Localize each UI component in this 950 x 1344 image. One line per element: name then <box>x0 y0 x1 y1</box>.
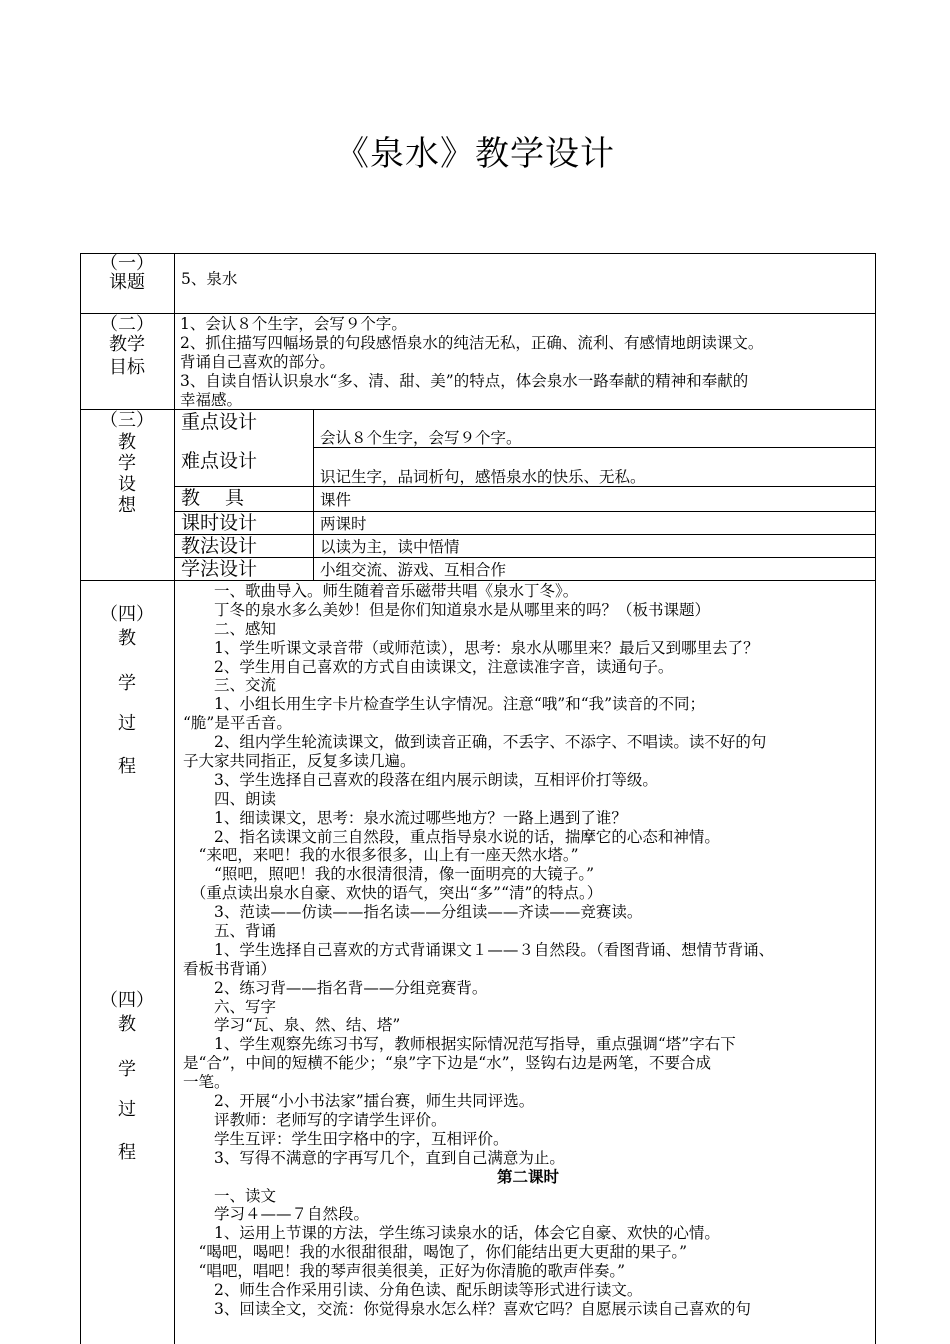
process-line: “脆”是平舌音。 <box>183 714 292 733</box>
process-line: “唱吧，唱吧！我的琴声很美很美，正好为你清脆的歌声伴奏。” <box>183 1262 626 1281</box>
process-line: 2、指名读课文前三自然段，重点指导泉水说的话，揣摩它的心态和神情。 <box>183 827 720 846</box>
goals-label: （二） 教学 目标 <box>100 314 154 378</box>
design-value: 两课时 <box>320 515 367 533</box>
design-value: 会认８个生字，会写９个字。 <box>320 429 522 447</box>
process-line: 1、学生选择自己喜欢的方式背诵课文１——３自然段。（看图背诵、想情节背诵、 <box>183 940 775 959</box>
design-key: 教 具 <box>181 487 245 509</box>
process-line: 2、开展“小小书法家”擂台赛，师生共同评选。 <box>183 1092 535 1111</box>
process-line: 二、感知 <box>183 619 277 638</box>
process-line: 2、学生用自己喜欢的方式自由读课文，注意读准字音，读通句子。 <box>183 657 674 676</box>
goal-line: 3、自读自悟认识泉水“多、清、甜、美”的特点，体会泉水一路奉献的精神和奉献的 <box>180 372 749 390</box>
process-line: 看板书背诵） <box>183 959 277 978</box>
process-line: 一、歌曲导入。师生随着音乐磁带共唱《泉水丁冬》。 <box>183 582 579 600</box>
process-line: 五、背诵 <box>183 922 277 941</box>
process-line: 六、写字 <box>183 997 277 1016</box>
process-line: 评教师：老师写的字请学生评价。 <box>183 1110 447 1129</box>
process-line: 2、组内学生轮流读课文，做到读音正确，不丢字、不添字、不唱读。读不好的句 <box>183 733 767 752</box>
process-line: 2、练习背——指名背——分组竞赛背。 <box>183 978 488 997</box>
design-key: 重点设计 <box>181 411 258 433</box>
process-label: （四） 教 学 过 程 <box>100 990 154 1163</box>
process-line: 3、写得不满意的字再写几个，直到自己满意为止。 <box>183 1148 565 1167</box>
goal-line: 1、会认８个生字，会写９个字。 <box>180 315 407 333</box>
design-key: 难点设计 <box>181 450 258 472</box>
process-line: 学习“瓦、泉、然、结、塔” <box>183 1016 401 1035</box>
process-line: 丁冬的泉水多么美妙！但是你们知道泉水是从哪里来的吗？（板书课题） <box>183 600 711 619</box>
table-border-top <box>80 253 876 254</box>
page-title: 《泉水》教学设计 <box>335 134 615 174</box>
design-key: 课时设计 <box>181 512 258 534</box>
process-label: （四） 教 学 过 程 <box>100 604 154 777</box>
process-line: 1、学生听课文录音带（或师范读），思考：泉水从哪里来？最后又到哪里去了？ <box>183 638 759 657</box>
process-line: 三、交流 <box>183 676 277 695</box>
process-line: “喝吧，喝吧！我的水很甜很甜，喝饱了，你们能结出更大更甜的果子。” <box>183 1243 688 1262</box>
process-line: 子大家共同指正，反复多读几遍。 <box>183 752 416 771</box>
process-line: 3、范读——仿读——指名读——分组读——齐读——竞赛读。 <box>183 903 643 922</box>
process-line: 1、学生观察先练习书写，教师根据实际情况范写指导，重点强调“塔”字右下 <box>183 1035 736 1054</box>
design-key: 学法设计 <box>181 558 258 580</box>
process-line: 1、细读课文，思考：泉水流过哪些地方？一路上遇到了谁？ <box>183 808 627 827</box>
column-divider <box>174 253 175 1344</box>
design-value: 识记生字，品词析句，感悟泉水的快乐、无私。 <box>320 468 646 486</box>
goal-line: 背诵自己喜欢的部分。 <box>180 353 336 371</box>
design-value: 课件 <box>320 491 352 509</box>
goal-line: 2、抓住描写四幅场景的句段感悟泉水的纯洁无私，正确、流利、有感情地朗读课文。 <box>180 334 764 352</box>
row-divider <box>174 534 876 535</box>
design-key: 教法设计 <box>181 535 258 557</box>
process-line: “来吧，来吧！我的水很多很多，山上有一座天然水塔。” <box>183 846 579 865</box>
process-line: 学习４——７自然段。 <box>183 1205 370 1224</box>
process-line: 3、回读全文，交流：你觉得泉水怎么样？喜欢它吗？自愿展示读自己喜欢的句 <box>183 1299 751 1318</box>
process-line: 四、朗读 <box>183 789 277 808</box>
design-value: 小组交流、游戏、互相合作 <box>320 561 507 579</box>
process-line: 2、师生合作采用引读、分角色读、配乐朗读等形式进行读文。 <box>183 1280 643 1299</box>
row-divider <box>80 580 876 581</box>
goal-line: 幸福感。 <box>180 391 243 409</box>
design-value: 以读为主，读中悟情 <box>320 538 460 556</box>
column-divider <box>313 409 314 580</box>
process-line: 1、运用上节课的方法，学生练习读泉水的话，体会它自豪、欢快的心情。 <box>183 1224 720 1243</box>
process-line: 3、学生选择自己喜欢的段落在组内展示朗读，互相评价打等级。 <box>183 770 658 789</box>
process-line: 一笔。 <box>183 1073 230 1092</box>
topic-label: （一） 课题 <box>100 253 154 293</box>
table-border-right <box>875 253 876 1344</box>
process-line: 学生互评：学生田字格中的字，互相评价。 <box>183 1129 509 1148</box>
process-line: 1、小组长用生字卡片检查学生认字情况。注意“哦”和“我”读音的不同； <box>183 695 706 714</box>
row-divider <box>174 511 876 512</box>
row-divider <box>174 557 876 558</box>
topic-content: 5、泉水 <box>181 270 238 288</box>
row-divider <box>80 313 876 314</box>
process-line: 一、读文 <box>183 1186 277 1205</box>
design-label: （三） 教 学 设 想 <box>100 410 154 516</box>
process-line: “照吧，照吧！我的水很清很清，像一面明亮的大镜子。” <box>183 865 595 884</box>
process-content <box>183 582 873 1319</box>
process-line: 是“合”，中间的短横不能少；“泉”字下边是“水”，竖钩右边是两笔，不要合成 <box>183 1054 712 1073</box>
process-line: （重点读出泉水自豪、欢快的语气，突出“多”“清”的特点。） <box>183 884 603 903</box>
second-lesson-heading: 第二课时 <box>496 1167 559 1186</box>
